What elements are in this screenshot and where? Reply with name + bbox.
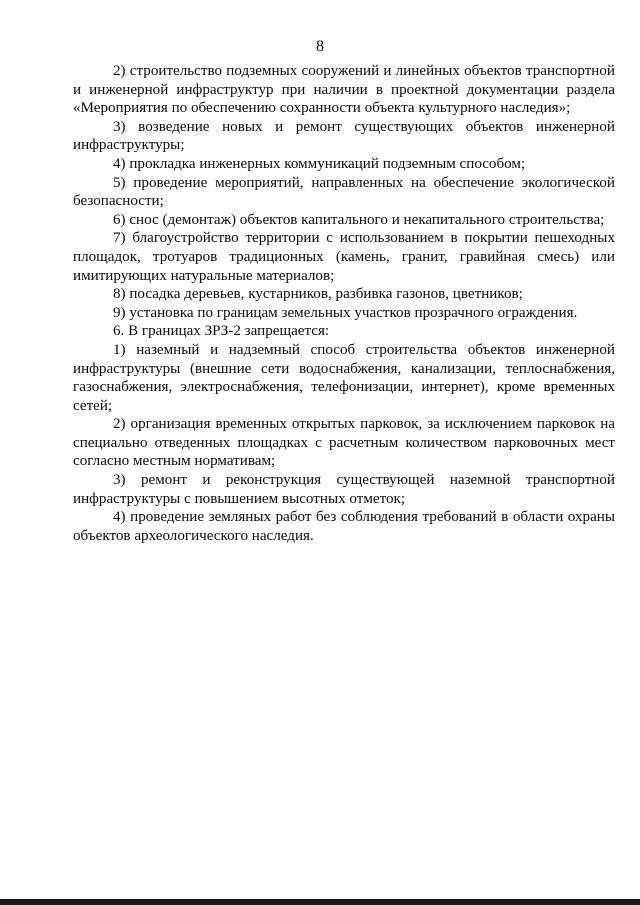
list-item-ecological-safety: 5) проведение мероприятий, направленных на обеспечение экологической безопасности; <box>73 174 615 210</box>
scan-edge-divider <box>0 899 640 905</box>
list-item-planting: 8) посадка деревьев, кустарников, разбивка газонов, цветников; <box>113 286 523 303</box>
list-item-engineering-infrastructure: 3) возведение новых и ремонт существующих объектов инженерной инфраструктуры; <box>73 118 615 154</box>
list-item-construction-underground: 2) строительство подземных сооружений и линейных объектов транспортной и инженерной инфраструктур при наличии в проектной документации раздела «Мероприятия по обеспечению сохранности объекта культурного наследия»; <box>73 63 615 117</box>
list-item-road-reconstruction: 3) ремонт и реконструкция существующей наземной транспортной инфраструктуры с повышением высотных отметок; <box>73 472 615 507</box>
document-body <box>73 62 615 545</box>
list-item-aboveground-construction: 1) наземный и надземный способ строительства объектов инженерной инфраструктуры (внешние сети водоснабжения, канализации, теплоснабжения, газоснабжения, электроснабжения, телефонизации, интернет), кроме временных сетей; <box>73 341 615 414</box>
section-heading-zrz2-prohibited: 6. В границах ЗРЗ-2 запрещается: <box>113 323 330 340</box>
list-item-demolition: 6) снос (демонтаж) объектов капитального и некапитального строительства; <box>113 211 605 228</box>
list-item-underground-communications: 4) прокладка инженерных коммуникаций подземным способом; <box>113 155 526 172</box>
list-item-temporary-parking: 2) организация временных открытых парковок, за исключением парковок на специально отведенных площадках с расчетным количеством парковочных мест согласно местным нормативам; <box>73 416 615 470</box>
list-item-earthworks: 4) проведение земляных работ без соблюдения требований в области охраны объектов археологического наследия. <box>73 509 615 544</box>
list-item-landscaping: 7) благоустройство территории с использованием в покрытии пешеходных площадок, тротуаров традиционных (камень, гранит, гравийная смесь) или имитирующих натуральные материалов; <box>73 230 615 284</box>
page-number: 8 <box>316 38 324 55</box>
list-item-fencing: 9) установка по границам земельных участков прозрачного ограждения. <box>113 304 578 321</box>
